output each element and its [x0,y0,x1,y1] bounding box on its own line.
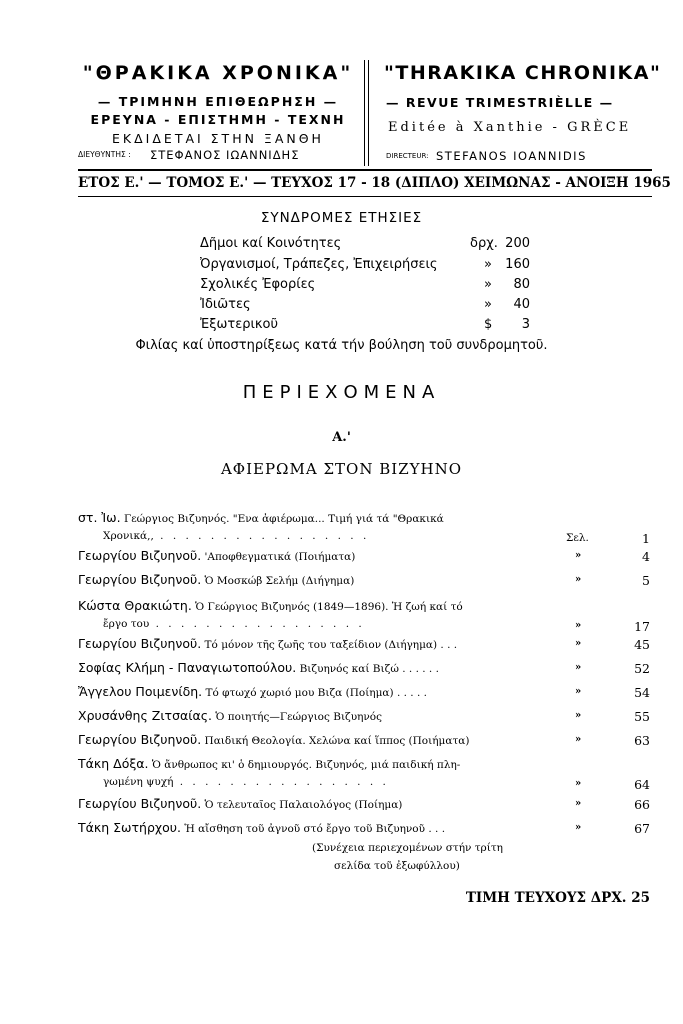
journal-title-latin: "THRAKIKA CHRONIKA" [384,62,662,84]
toc-page-marker: » [575,686,582,697]
journal-subtitle-greek: — ΤΡΙΜΗΝΗ ΕΠΙΘΕΩΡΗΣΗ — [97,94,339,109]
toc-page-marker: Σελ. [566,532,589,544]
toc-leader-dots: . . . . . . . . . . . . . . . . . [173,776,389,788]
continued-note-line2: σελίδα τοῦ ἐξωφύλλου) [334,860,460,872]
toc-page-number: 64 [634,777,650,792]
journal-title-greek: "ΘΡΑΚΙΚΑ ΧΡΟΝΙΚΑ" [82,62,354,84]
subscription-label: Σχολικές Ἐφορίες [200,277,316,292]
toc-title: Ὁ ποιητής—Γεώργιος Βιζυηνός [215,711,383,723]
rule-bottom [78,196,652,197]
director-label-french: DIRECTEUR: [386,152,429,160]
toc-title: Ὁ ἄνθρωπος κι' ὁ δημιουργός. Βιζυηνός, μιά παιδική πλη- [151,759,461,771]
journal-tagline-greek: ΕΡΕΥΝΑ - ΕΠΙΣΤΗΜΗ - ΤΕΧΝΗ [90,112,346,127]
toc-page-number: 45 [634,637,650,652]
toc-author: Γεωργίου Βιζυηνοῦ. [78,572,202,587]
rule-top [78,169,652,171]
subscription-currency: » [484,297,492,312]
header-divider-inner [368,60,369,166]
toc-title: Βιζυηνός καί Βιζώ . . . . . . [299,663,439,675]
journal-place-greek: ΕΚΔΙΔΕΤΑΙ ΣΤΗΝ ΞΑΝΘΗ [112,131,324,146]
journal-subtitle-french: — REVUE TRIMESTRIÈLLE — [386,95,614,110]
toc-page-number: 66 [634,797,650,812]
issue-price: ΤΙΜΗ ΤΕΥΧΟΥΣ ΔΡΧ. 25 [465,890,650,906]
subscription-currency: δρχ. [470,236,498,251]
subscriptions-title: ΣΥΝΔΡΟΜΕΣ ΕΤΗΣΙΕΣ [260,210,423,226]
subscription-currency: » [484,257,492,272]
toc-title-continued: Χρονικά,, [103,530,154,542]
subscription-amount: 80 [513,277,530,292]
subscription-amount: 40 [513,297,530,312]
toc-page-number: 55 [634,709,650,724]
toc-page-marker: » [575,574,582,585]
subscription-currency: $ [484,317,493,332]
director-name-latin: STEFANOS IOANNIDIS [436,149,587,163]
subscription-label: Ὀργανισμοί, Τράπεζες, Ἐπιχειρήσεις [200,257,438,272]
toc-author: Γεωργίου Βιζυηνοῦ. [78,548,202,563]
toc-page-number: 1 [642,531,650,546]
toc-title-continued: ἔργο του [103,618,150,630]
toc-author: Κώστα Θρακιώτη. [78,598,192,613]
toc-author: Χρυσάνθης Ζιτσαίας. [78,708,213,723]
toc-author: Ἄγγελου Ποιμενίδη. [78,684,203,699]
issue-line: ΕΤΟΣ Ε.' — ΤΟΜΟΣ Ε.' — ΤΕΥΧΟΣ 17 - 18 (ΔΙΠΛΟ) ΧΕΙΜΩΝΑΣ - ΑΝΟΙΞΗ 1965 [78,175,671,191]
toc-title: Ἡ αἴσθηση τοῦ ἀγνοῦ στό ἔργο τοῦ Βιζυηνοῦ . . . [184,823,446,835]
toc-title: Παιδική Θεολογία. Χελώνα καί ἵππος (Ποιήματα) [204,735,470,747]
toc-author: Γεωργίου Βιζυηνοῦ. [78,636,202,651]
toc-leader-dots: . . . . . . . . . . . . . . . . . [149,618,365,630]
toc-page-marker: » [575,734,582,745]
subscription-amount: 160 [505,257,530,272]
toc-page-marker: » [575,710,582,721]
toc-leader-dots: . . . . . . . . . . . . . . . . . [153,530,370,542]
toc-title: Γεώργιος Βιζυηνός. "Ενα ἀφιέρωμα... Τιμή γιά τά "Θρακικά [123,513,444,525]
subscription-amount: 3 [521,317,530,332]
toc-page-number: 5 [642,573,650,588]
toc-page-marker: » [575,662,582,673]
toc-page-marker: » [575,620,582,631]
subscription-label: Ἐξωτερικοῦ [200,317,279,332]
toc-title: Ὁ τελευταῖος Παλαιολόγος (Ποίημα) [204,799,403,811]
toc-page-number: 54 [634,685,650,700]
toc-page-number: 4 [642,549,650,564]
toc-author: Τάκη Δόξα. [78,756,149,771]
toc-author: Τάκη Σωτήρχου. [78,820,181,835]
toc-author: στ. Ἰω. [78,510,121,525]
subscription-amount: 200 [505,236,530,251]
toc-page-marker: » [575,798,582,809]
toc-author: Γεωργίου Βιζυηνοῦ. [78,796,202,811]
toc-title: Τό μόνον τῆς ζωῆς του ταξείδιον (Διήγημα) . . . [204,639,458,651]
toc-page-number: 63 [634,733,650,748]
journal-place-french: Editée à Xanthie - GRÈCE [388,120,632,135]
director-label-greek: ΔΙΕΥΘΥΝΤΗΣ : [78,150,131,159]
toc-page-marker: » [575,822,582,833]
toc-title: 'Αποφθεγματικά (Ποιήματα) [204,551,356,563]
toc-title: Ὁ Μοσκώβ Σελήμ (Διήγημα) [204,575,355,587]
toc-page-marker: » [575,638,582,649]
director-name-greek: ΣΤΕΦΑΝΟΣ ΙΩΑΝΝΙΔΗΣ [150,148,300,162]
subscription-label: Ἰδιῶτες [200,297,251,312]
toc-page-number: 52 [634,661,650,676]
subscription-currency: » [484,277,492,292]
toc-author: Γεωργίου Βιζυηνοῦ. [78,732,202,747]
section-title: ΑΦΙΕΡΩΜΑ ΣΤΟΝ ΒΙΖΥΗΝΟ [220,460,463,478]
continued-note-line1: (Συνέχεια περιεχομένων στήν τρίτη [312,842,503,854]
toc-title-continued: γωμένη ψυχή [103,776,174,788]
toc-page-marker: » [575,778,582,789]
toc-author: Σοφίας Κλήμη - Παναγιωτοπούλου. [78,660,297,675]
section-label: Α.' [332,430,351,445]
header-divider [364,60,365,166]
subscription-label: Δῆμοι καί Κοινότητες [200,236,342,251]
contents-heading: ΠΕΡΙΕΧΟΜΕΝΑ [242,382,441,403]
toc-page-number: 17 [634,619,650,634]
toc-title: Ὁ Γεώργιος Βιζυηνός (1849—1896). Ἡ ζωή καί τό [195,601,463,613]
toc-page-marker: » [575,550,582,561]
subscriptions-note: Φιλίας καί ὑποστηρίξεως κατά τήν βούληση τοῦ συνδρομητοῦ. [135,338,548,353]
toc-page-number: 67 [634,821,650,836]
toc-title: Τό φτωχό χωριό μου Βιζα (Ποίημα) . . . . . [205,687,427,699]
